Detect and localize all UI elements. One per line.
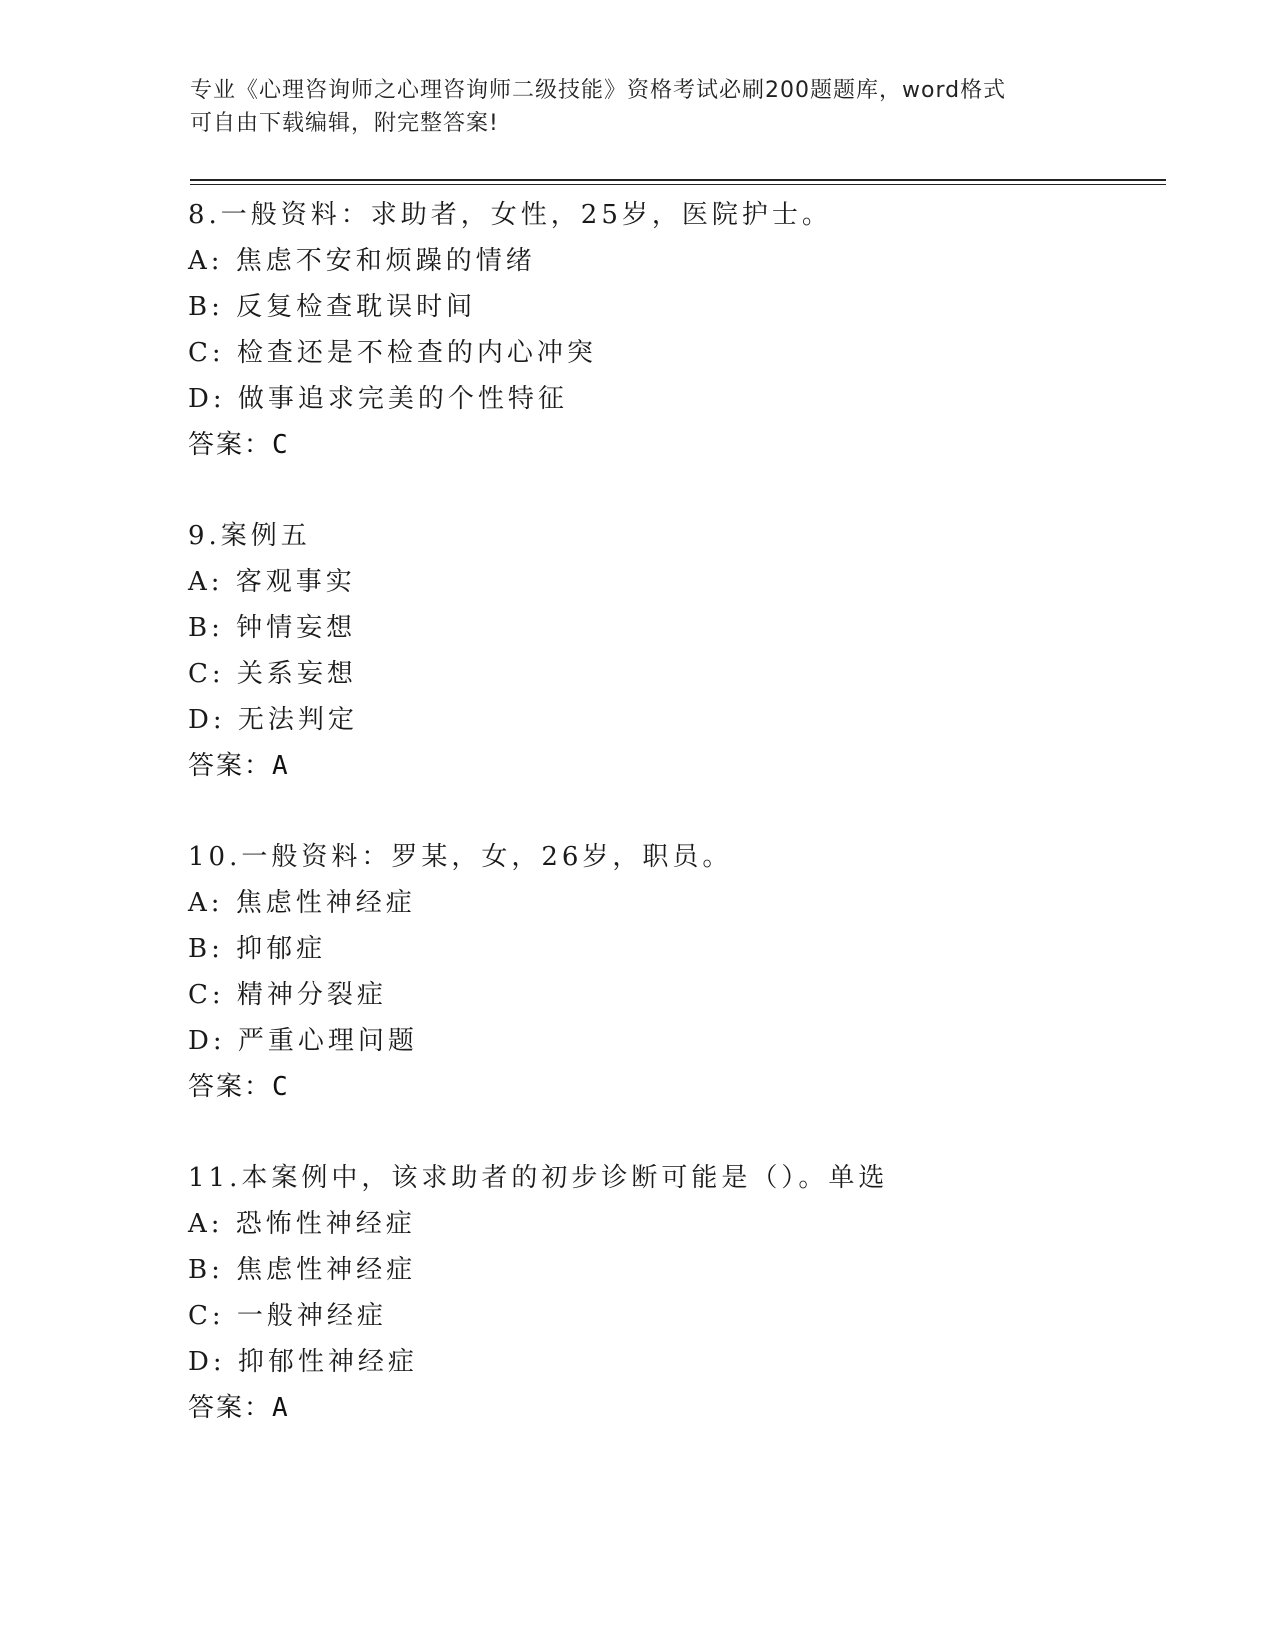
answer-label: 答案： [188, 430, 273, 460]
answer-label: 答案： [188, 1072, 273, 1102]
answer-label: 答案： [188, 1393, 273, 1423]
answer-line [188, 743, 1168, 789]
answer-value: A [272, 751, 290, 781]
option-b: B: 反复检查耽误时间 [188, 292, 477, 322]
document-header [190, 74, 1090, 140]
option-c: C: 一般神经症 [188, 1301, 387, 1331]
header-line-2: 可自由下载编辑，附完整答案! [190, 111, 499, 136]
option-d: D: 抑郁性神经症 [188, 1347, 418, 1377]
answer-value: C [272, 1072, 290, 1102]
question-item [188, 834, 1168, 1110]
answer-label: 答案： [188, 751, 273, 781]
question-item [188, 513, 1168, 789]
question-list [188, 192, 1168, 1476]
question-stem: 8.一般资料：求助者，女性，25岁，医院护士。 [188, 200, 832, 230]
option-b: B: 抑郁症 [188, 934, 327, 964]
option-a: A: 恐怖性神经症 [188, 1209, 416, 1239]
answer-value: A [272, 1393, 290, 1423]
option-c: C: 检查还是不检查的内心冲突 [188, 338, 597, 368]
answer-line [188, 1064, 1168, 1110]
option-b: B: 钟情妄想 [188, 613, 357, 643]
option-d: D: 无法判定 [188, 705, 358, 735]
answer-value: C [272, 430, 290, 460]
option-d: D: 做事追求完美的个性特征 [188, 384, 568, 414]
answer-line [188, 422, 1168, 468]
option-d: D: 严重心理问题 [188, 1026, 418, 1056]
option-c: C: 精神分裂症 [188, 980, 387, 1010]
question-stem: 10.一般资料：罗某，女，26岁，职员。 [188, 842, 733, 872]
header-divider-thick [190, 179, 1166, 181]
question-item [188, 1155, 1168, 1431]
option-c: C: 关系妄想 [188, 659, 357, 689]
option-a: A: 焦虑不安和烦躁的情绪 [188, 246, 536, 276]
option-a: A: 客观事实 [188, 567, 356, 597]
option-b: B: 焦虑性神经症 [188, 1255, 417, 1285]
answer-line [188, 1385, 1168, 1431]
question-stem: 9.案例五 [188, 521, 311, 551]
option-a: A: 焦虑性神经症 [188, 888, 416, 918]
header-line-1: 专业《心理咨询师之心理咨询师二级技能》资格考试必刷200题题库，word格式 [190, 78, 1007, 103]
question-stem: 11.本案例中，该求助者的初步诊断可能是（）。单选 [188, 1163, 889, 1193]
header-divider-thin [190, 184, 1166, 185]
question-item [188, 192, 1168, 468]
